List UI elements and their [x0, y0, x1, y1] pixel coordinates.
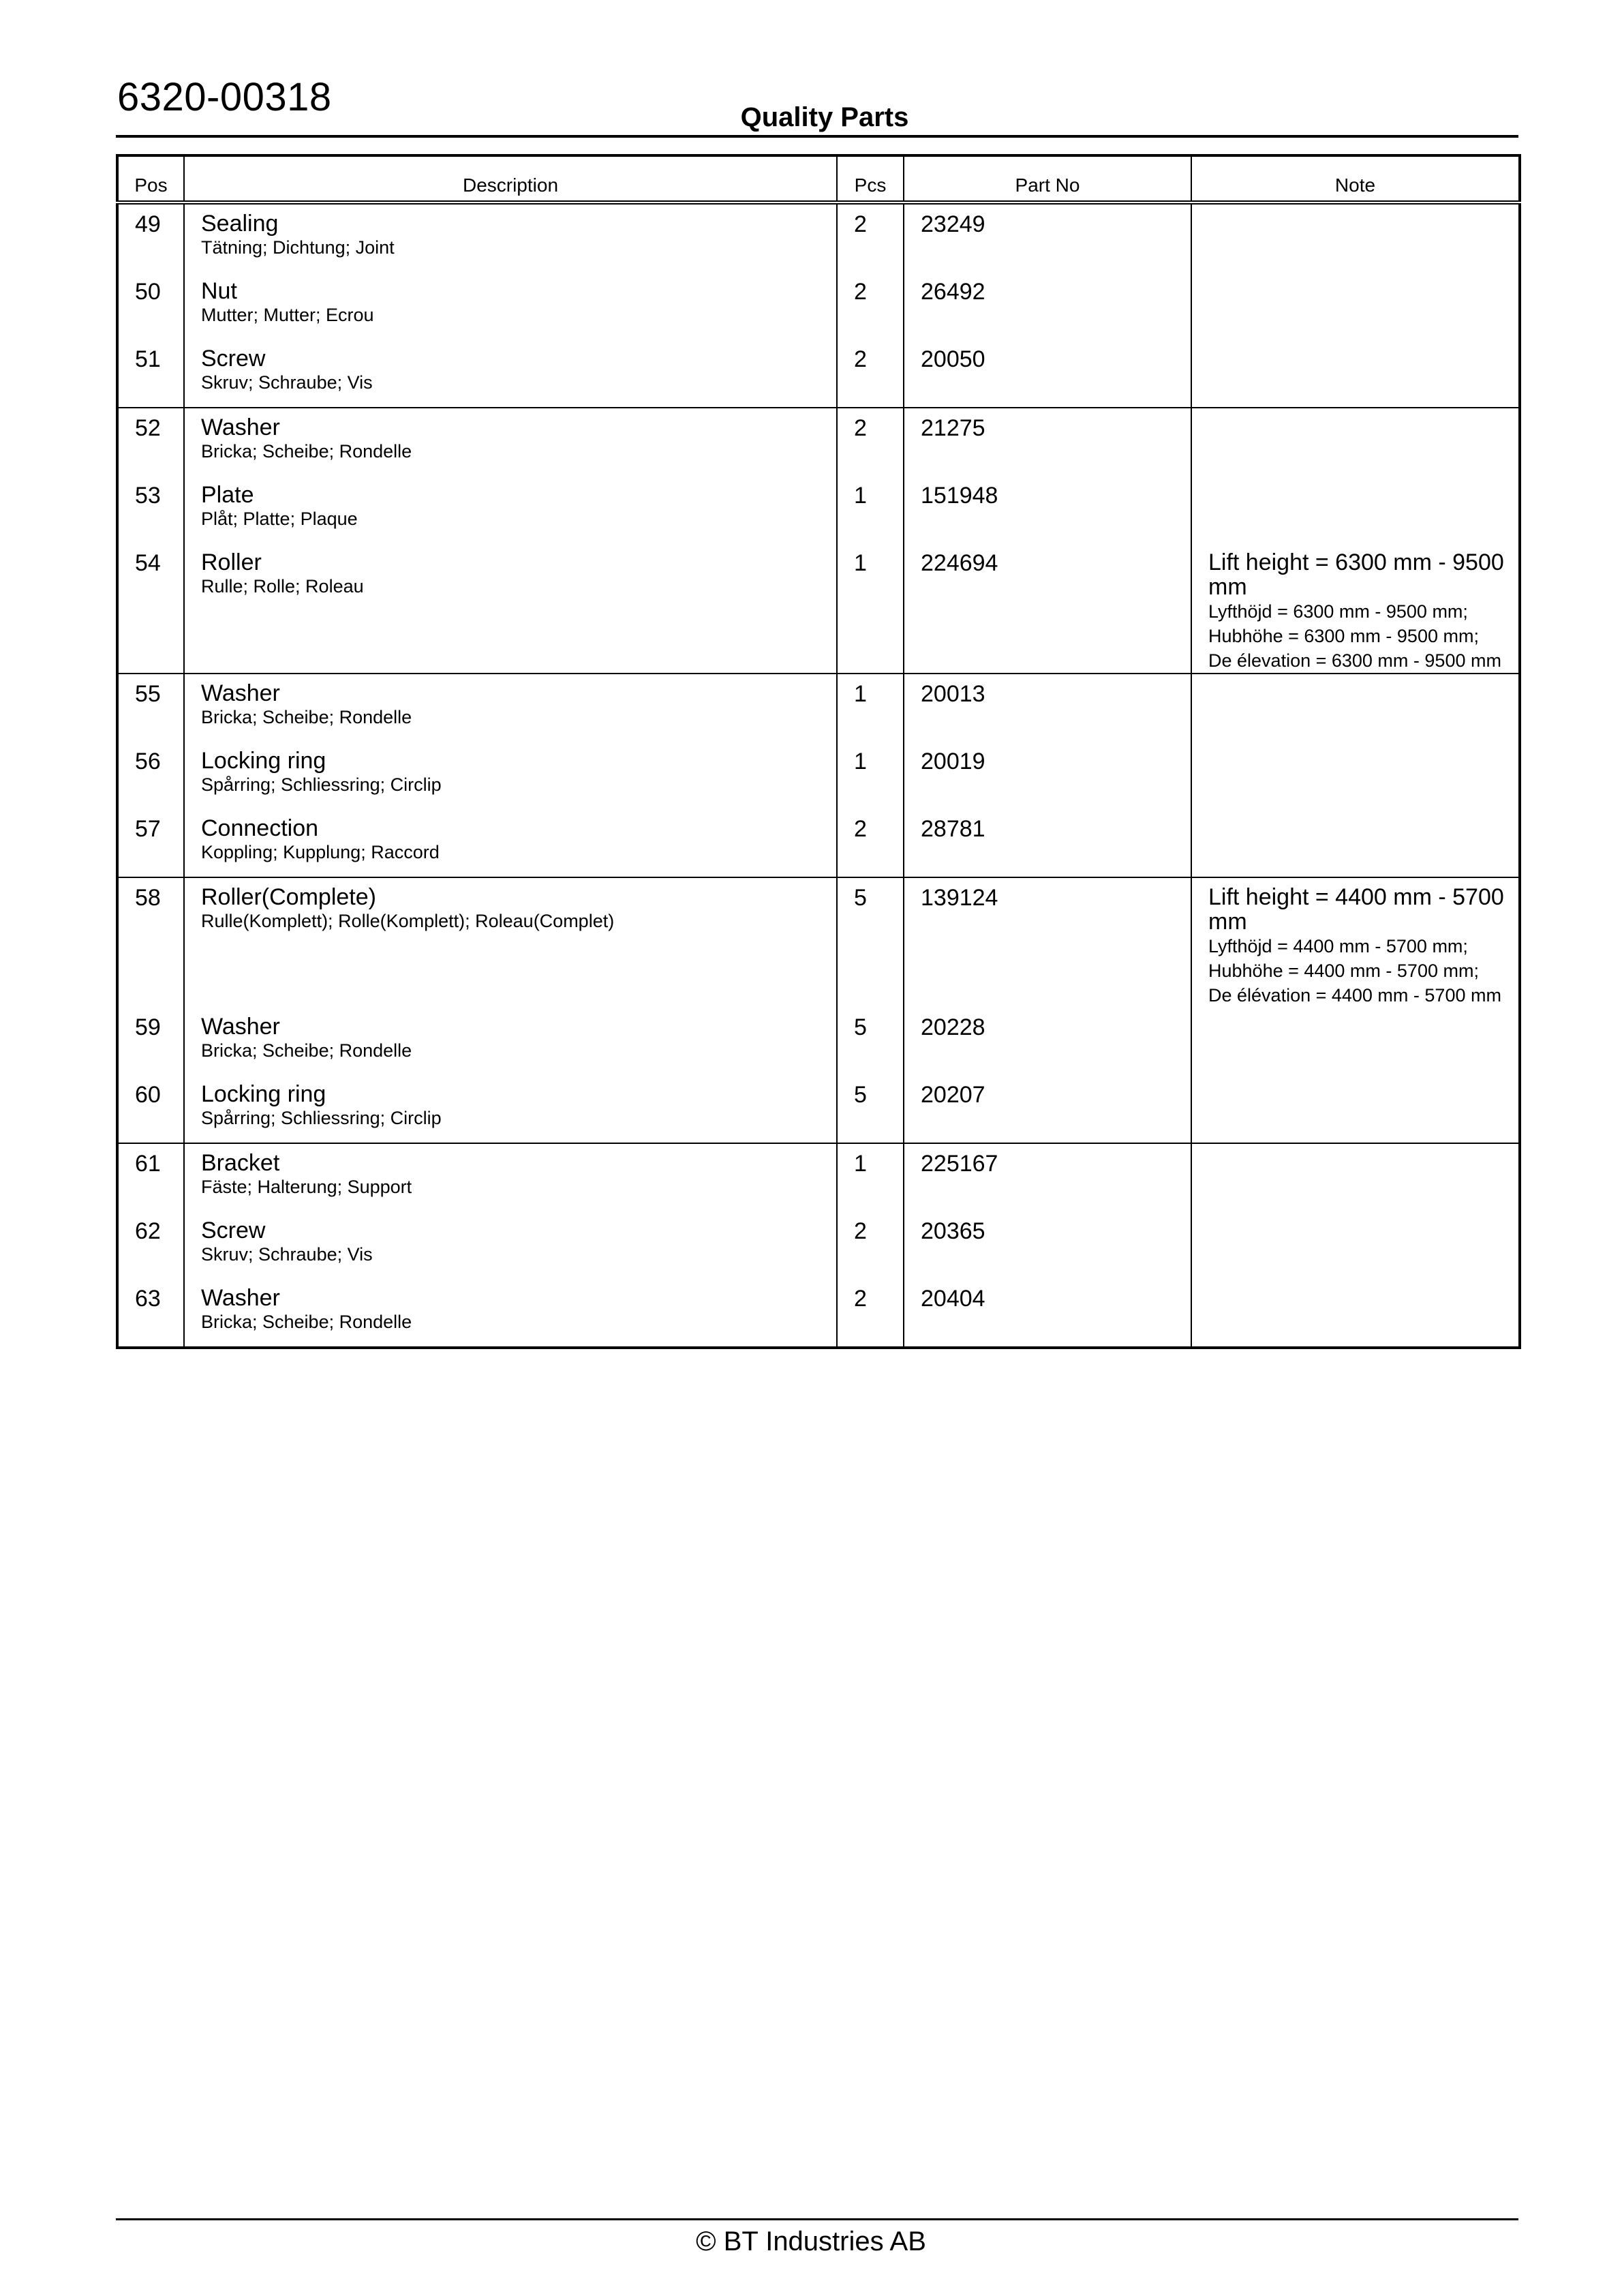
pcs-cell: 2: [837, 809, 904, 877]
parts-table-container: [116, 154, 1518, 1349]
part-translations: Bricka; Scheibe; Rondelle: [201, 707, 412, 727]
note-cell: [1191, 742, 1520, 809]
table-row: [117, 408, 1520, 476]
table-row: [117, 1211, 1520, 1279]
note-cell: [1191, 877, 1520, 1008]
table-row: [117, 1279, 1520, 1348]
part-translations: Bricka; Scheibe; Rondelle: [201, 1312, 412, 1332]
pcs-cell: 5: [837, 1008, 904, 1075]
pos-cell: 51: [117, 339, 184, 408]
description-cell: [184, 1143, 837, 1211]
part-name: Roller: [201, 549, 262, 575]
description-cell: [184, 1075, 837, 1143]
part-name: Roller(Complete): [201, 884, 376, 910]
part-translations: Plåt; Platte; Plaque: [201, 509, 358, 529]
document-number: 6320-00318: [117, 75, 332, 119]
table-row: [117, 809, 1520, 877]
table-row: [117, 272, 1520, 339]
note-cell: [1191, 476, 1520, 543]
part-number-cell: 20228: [904, 1008, 1191, 1075]
part-number-cell: 20207: [904, 1075, 1191, 1143]
part-name: Screw: [201, 1218, 266, 1243]
part-number-cell: 20365: [904, 1211, 1191, 1279]
pos-cell: 60: [117, 1075, 184, 1143]
pcs-cell: 5: [837, 877, 904, 1008]
column-header-pcs: Pcs: [837, 155, 904, 202]
description-cell: [184, 272, 837, 339]
table-row: [117, 674, 1520, 742]
note-cell: [1191, 1211, 1520, 1279]
part-name: Washer: [201, 680, 280, 706]
header-divider: [116, 135, 1518, 138]
table-row: [117, 1008, 1520, 1075]
part-number-cell: 225167: [904, 1143, 1191, 1211]
part-name: Locking ring: [201, 1081, 326, 1107]
part-translations: Rulle; Rolle; Roleau: [201, 576, 364, 596]
pcs-cell: 5: [837, 1075, 904, 1143]
note-detail: De élevation = 6300 mm - 9500 mm: [1208, 650, 1501, 671]
table-row: [117, 476, 1520, 543]
note-text: Lift height = 6300 mm - 9500 mm: [1208, 549, 1504, 600]
part-number-cell: 139124: [904, 877, 1191, 1008]
pcs-cell: 2: [837, 1211, 904, 1279]
part-number-cell: 224694: [904, 543, 1191, 674]
description-cell: [184, 202, 837, 272]
pcs-cell: 2: [837, 272, 904, 339]
part-translations: Tätning; Dichtung; Joint: [201, 237, 395, 258]
description-cell: [184, 1008, 837, 1075]
table-body: [117, 202, 1520, 1348]
part-translations: Spårring; Schliessring; Circlip: [201, 774, 442, 795]
pos-cell: 62: [117, 1211, 184, 1279]
part-translations: Skruv; Schraube; Vis: [201, 1244, 373, 1265]
part-translations: Koppling; Kupplung; Raccord: [201, 842, 440, 862]
note-detail: Hubhöhe = 4400 mm - 5700 mm;: [1208, 961, 1479, 981]
note-detail: Lyfthöjd = 6300 mm - 9500 mm;: [1208, 601, 1468, 622]
description-cell: [184, 674, 837, 742]
part-number-cell: 20019: [904, 742, 1191, 809]
part-number-cell: 21275: [904, 408, 1191, 476]
description-cell: [184, 1279, 837, 1348]
table-row: [117, 877, 1520, 1008]
part-number-cell: 26492: [904, 272, 1191, 339]
table-row: [117, 339, 1520, 408]
note-cell: [1191, 543, 1520, 674]
note-text: Lift height = 4400 mm - 5700 mm: [1208, 884, 1504, 935]
pos-cell: 61: [117, 1143, 184, 1211]
table-row: [117, 543, 1520, 674]
note-cell: [1191, 202, 1520, 272]
note-cell: [1191, 339, 1520, 408]
pos-cell: 58: [117, 877, 184, 1008]
part-number-cell: 151948: [904, 476, 1191, 543]
pcs-cell: 1: [837, 476, 904, 543]
table-row: [117, 1143, 1520, 1211]
description-cell: [184, 877, 837, 1008]
description-cell: [184, 1211, 837, 1279]
description-cell: [184, 408, 837, 476]
pcs-cell: 2: [837, 408, 904, 476]
pos-cell: 55: [117, 674, 184, 742]
part-translations: Bricka; Scheibe; Rondelle: [201, 1040, 412, 1061]
note-cell: [1191, 674, 1520, 742]
table-row: [117, 202, 1520, 272]
pcs-cell: 1: [837, 674, 904, 742]
part-translations: Skruv; Schraube; Vis: [201, 372, 373, 393]
description-cell: [184, 742, 837, 809]
description-cell: [184, 809, 837, 877]
part-name: Plate: [201, 482, 254, 508]
table-row: [117, 1075, 1520, 1143]
footer-divider: [116, 2218, 1518, 2220]
table-row: [117, 742, 1520, 809]
part-translations: Mutter; Mutter; Ecrou: [201, 305, 374, 325]
pos-cell: 50: [117, 272, 184, 339]
column-header-description: Description: [184, 155, 837, 202]
pos-cell: 49: [117, 202, 184, 272]
part-name: Nut: [201, 278, 237, 304]
note-cell: [1191, 272, 1520, 339]
note-cell: [1191, 1143, 1520, 1211]
note-cell: [1191, 809, 1520, 877]
column-header-part-no: Part No: [904, 155, 1191, 202]
description-cell: [184, 543, 837, 674]
note-detail: Hubhöhe = 6300 mm - 9500 mm;: [1208, 626, 1479, 646]
part-translations: Fäste; Halterung; Support: [201, 1177, 412, 1197]
part-number-cell: 20013: [904, 674, 1191, 742]
part-translations: Rulle(Komplett); Rolle(Komplett); Roleau(Complet): [201, 911, 615, 931]
part-name: Locking ring: [201, 748, 326, 774]
pos-cell: 53: [117, 476, 184, 543]
pos-cell: 59: [117, 1008, 184, 1075]
part-name: Screw: [201, 346, 266, 372]
part-translations: Bricka; Scheibe; Rondelle: [201, 441, 412, 462]
table-header-row: [117, 155, 1520, 202]
column-header-pos: Pos: [117, 155, 184, 202]
part-name: Washer: [201, 1285, 280, 1311]
pcs-cell: 2: [837, 1279, 904, 1348]
page-title: Quality Parts: [740, 102, 909, 132]
pcs-cell: 1: [837, 742, 904, 809]
pcs-cell: 2: [837, 339, 904, 408]
pos-cell: 52: [117, 408, 184, 476]
part-number-cell: 20404: [904, 1279, 1191, 1348]
part-number-cell: 20050: [904, 339, 1191, 408]
pcs-cell: 1: [837, 1143, 904, 1211]
parts-table: [116, 154, 1521, 1349]
description-cell: [184, 476, 837, 543]
note-cell: [1191, 408, 1520, 476]
part-number-cell: 28781: [904, 809, 1191, 877]
part-name: Bracket: [201, 1150, 280, 1176]
part-translations: Spårring; Schliessring; Circlip: [201, 1108, 442, 1128]
part-name: Washer: [201, 1014, 280, 1040]
part-number-cell: 23249: [904, 202, 1191, 272]
column-header-note: Note: [1191, 155, 1520, 202]
pos-cell: 57: [117, 809, 184, 877]
part-name: Connection: [201, 815, 319, 841]
part-name: Sealing: [201, 211, 279, 237]
pos-cell: 54: [117, 543, 184, 674]
part-name: Washer: [201, 414, 280, 440]
pcs-cell: 1: [837, 543, 904, 674]
copyright-footer: © BT Industries AB: [696, 2226, 926, 2256]
pos-cell: 56: [117, 742, 184, 809]
note-cell: [1191, 1279, 1520, 1348]
note-detail: Lyfthöjd = 4400 mm - 5700 mm;: [1208, 936, 1468, 956]
note-cell: [1191, 1008, 1520, 1075]
description-cell: [184, 339, 837, 408]
note-cell: [1191, 1075, 1520, 1143]
pos-cell: 63: [117, 1279, 184, 1348]
note-detail: De élévation = 4400 mm - 5700 mm: [1208, 985, 1501, 1006]
pcs-cell: 2: [837, 202, 904, 272]
